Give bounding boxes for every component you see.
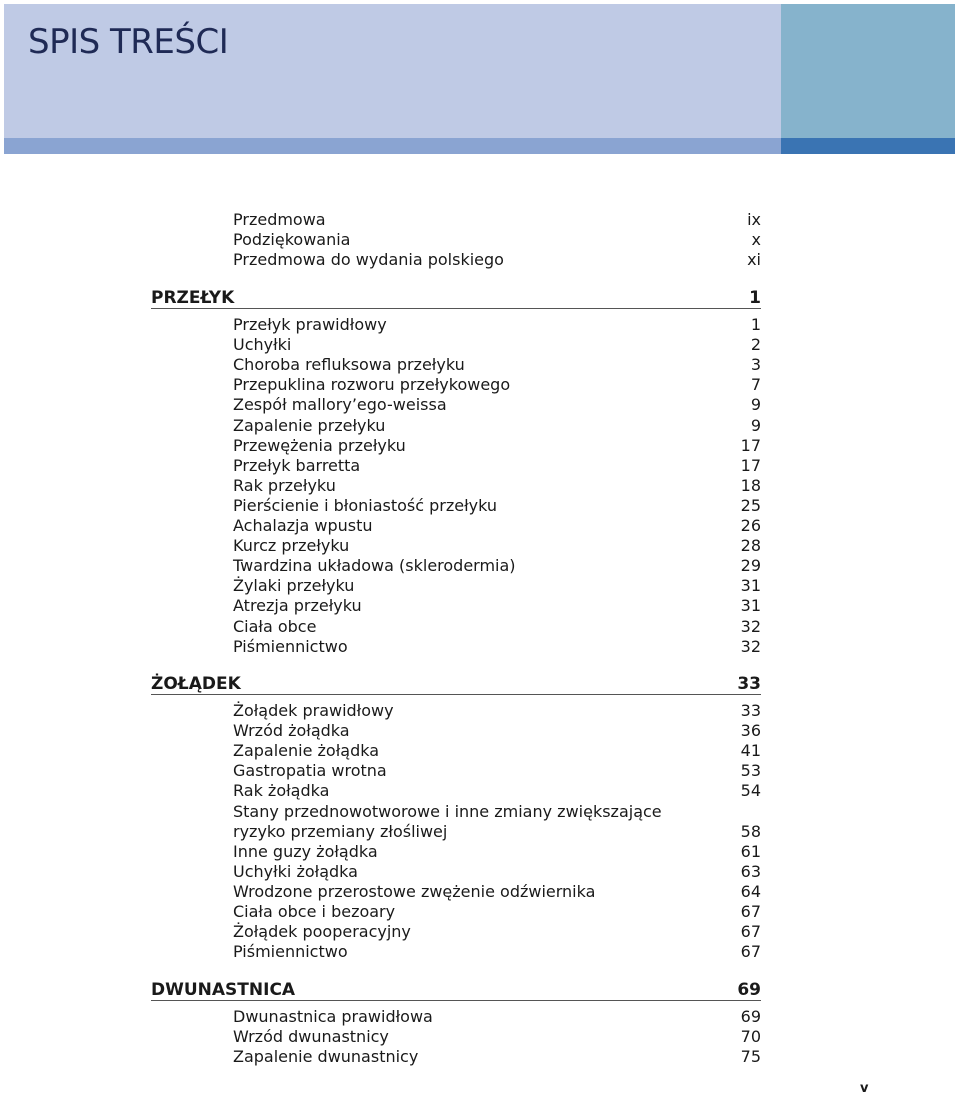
entry-title: Piśmiennictwo: [233, 942, 348, 962]
toc-entry: [233, 741, 761, 761]
entry-page: 61: [740, 841, 761, 861]
entry-title: Przedmowa do wydania polskiego: [233, 250, 504, 270]
toc-entry: [233, 1007, 761, 1027]
entry-title: Przełyk barretta: [233, 455, 361, 475]
entry-title: Wrzód żołądka: [233, 721, 350, 741]
entry-page: xi: [747, 250, 761, 270]
entry-page: 18: [740, 475, 761, 495]
entry-title: Choroba refluksowa przełyku: [233, 355, 465, 375]
toc-entry: [233, 355, 761, 375]
entry-page: 29: [740, 556, 761, 576]
toc-entry: [233, 822, 761, 842]
entry-title: Rak żołądka: [233, 781, 330, 801]
entry-title: Wrodzone przerostowe zwężenie odźwiernika: [233, 881, 596, 901]
entry-title: Inne guzy żołądka: [233, 841, 378, 861]
entry-title: Zapalenie przełyku: [233, 415, 386, 435]
entry-title: Przełyk prawidłowy: [233, 315, 387, 334]
toc-entry: [233, 210, 761, 230]
entry-title: Przedmowa: [233, 210, 326, 229]
section-heading: [151, 287, 761, 309]
entry-title: Zespół mallory’ego-weissa: [233, 395, 447, 415]
entry-title: Żołądek prawidłowy: [233, 701, 394, 720]
entry-title: ryzyko przemiany złośliwej: [233, 821, 448, 841]
page-number: v: [860, 1081, 869, 1096]
entry-page: 69: [740, 1007, 761, 1026]
toc-entry: [233, 536, 761, 556]
entry-page: 32: [740, 636, 761, 656]
entry-page: 69: [737, 979, 761, 1000]
toc-entry: [233, 637, 761, 657]
entry-page: 31: [740, 596, 761, 616]
toc-entry: [233, 922, 761, 942]
entry-title: Uchyłki: [233, 335, 292, 355]
entry-title: PRZEŁYK: [151, 287, 235, 308]
entry-title: Rak przełyku: [233, 475, 336, 495]
toc-entry: [233, 882, 761, 902]
section-heading: [151, 979, 761, 1001]
toc-entry: [233, 496, 761, 516]
toc-entry: [233, 802, 761, 822]
entry-page: 9: [750, 415, 761, 435]
entry-title: Podziękowania: [233, 230, 351, 250]
toc-entry: [233, 617, 761, 637]
entry-page: 32: [740, 616, 761, 636]
section-heading: [151, 673, 761, 695]
entry-page: 31: [740, 576, 761, 596]
entry-title: Gastropatia wrotna: [233, 761, 387, 781]
toc-entry: [233, 721, 761, 741]
toc-entry: [233, 1027, 761, 1047]
entry-page: 70: [740, 1027, 761, 1047]
toc-entry: [233, 516, 761, 536]
entry-page: ix: [747, 210, 761, 229]
entry-page: 28: [740, 536, 761, 556]
toc-entry: [233, 761, 761, 781]
toc-entry: [233, 436, 761, 456]
toc-entry: [233, 476, 761, 496]
entry-page: 53: [740, 761, 761, 781]
toc-entry: [233, 335, 761, 355]
entry-title: Stany przednowotworowe i inne zmiany zwiększające: [233, 801, 662, 821]
entry-page: 58: [740, 821, 761, 841]
toc-entry: [233, 556, 761, 576]
entry-title: Uchyłki żołądka: [233, 861, 358, 881]
toc-entry: [233, 456, 761, 476]
toc-entry: [233, 230, 761, 250]
entry-page: 3: [750, 355, 761, 375]
page-title: SPIS TREŚCI: [28, 22, 229, 62]
entry-page: 1: [749, 287, 761, 308]
toc-entry: [233, 375, 761, 395]
entry-title: Kurcz przełyku: [233, 536, 350, 556]
entry-page: 63: [740, 861, 761, 881]
entry-page: 7: [750, 375, 761, 395]
toc-entry: [233, 902, 761, 922]
entry-page: 33: [737, 673, 761, 694]
entry-page: 54: [740, 781, 761, 801]
entry-page: 75: [740, 1047, 761, 1067]
toc-entry: [233, 701, 761, 721]
toc-entry: [233, 781, 761, 801]
entry-page: 64: [740, 881, 761, 901]
entry-title: Achalazja wpustu: [233, 516, 373, 535]
entry-title: Żołądek pooperacyjny: [233, 922, 411, 942]
entry-title: Przepuklina rozworu przełykowego: [233, 375, 511, 395]
entry-page: 67: [740, 922, 761, 942]
entry-title: Wrzód dwunastnicy: [233, 1027, 389, 1047]
toc-entry: [233, 1047, 761, 1067]
entry-page: 67: [740, 942, 761, 962]
entry-page: 67: [740, 902, 761, 921]
toc-entry: [233, 862, 761, 882]
entry-page: 1: [750, 315, 761, 334]
entry-title: Przewężenia przełyku: [233, 435, 406, 455]
entry-title: Dwunastnica prawidłowa: [233, 1007, 433, 1026]
toc-entry: [233, 596, 761, 616]
toc-entry: [233, 416, 761, 436]
entry-page: 9: [750, 395, 761, 415]
toc-entry: [233, 395, 761, 415]
entry-title: Zapalenie żołądka: [233, 741, 380, 761]
entry-title: DWUNASTNICA: [151, 979, 296, 1000]
toc-entry: [233, 942, 761, 962]
entry-title: Piśmiennictwo: [233, 636, 348, 656]
toc-entry: [233, 250, 761, 270]
entry-title: Atrezja przełyku: [233, 596, 362, 616]
entry-page: 36: [740, 721, 761, 741]
entry-title: Żylaki przełyku: [233, 576, 355, 596]
toc-entry: [233, 842, 761, 862]
entry-page: 2: [750, 335, 761, 355]
entry-page: 17: [740, 455, 761, 475]
entry-title: Zapalenie dwunastnicy: [233, 1047, 419, 1067]
entry-title: Ciała obce i bezoary: [233, 902, 396, 921]
toc-entry: [233, 315, 761, 335]
entry-title: Pierścienie i błoniastość przełyku: [233, 495, 498, 515]
entry-title: ŻOŁĄDEK: [151, 673, 241, 694]
entry-title: Ciała obce: [233, 616, 317, 636]
entry-page: 17: [740, 435, 761, 455]
toc-entry: [233, 576, 761, 596]
entry-page: 41: [740, 741, 761, 761]
entry-page: 33: [740, 701, 761, 720]
entry-page: x: [751, 230, 761, 250]
entry-page: 25: [740, 495, 761, 515]
entry-page: 26: [740, 516, 761, 535]
entry-title: Twardzina układowa (sklerodermia): [233, 556, 516, 576]
